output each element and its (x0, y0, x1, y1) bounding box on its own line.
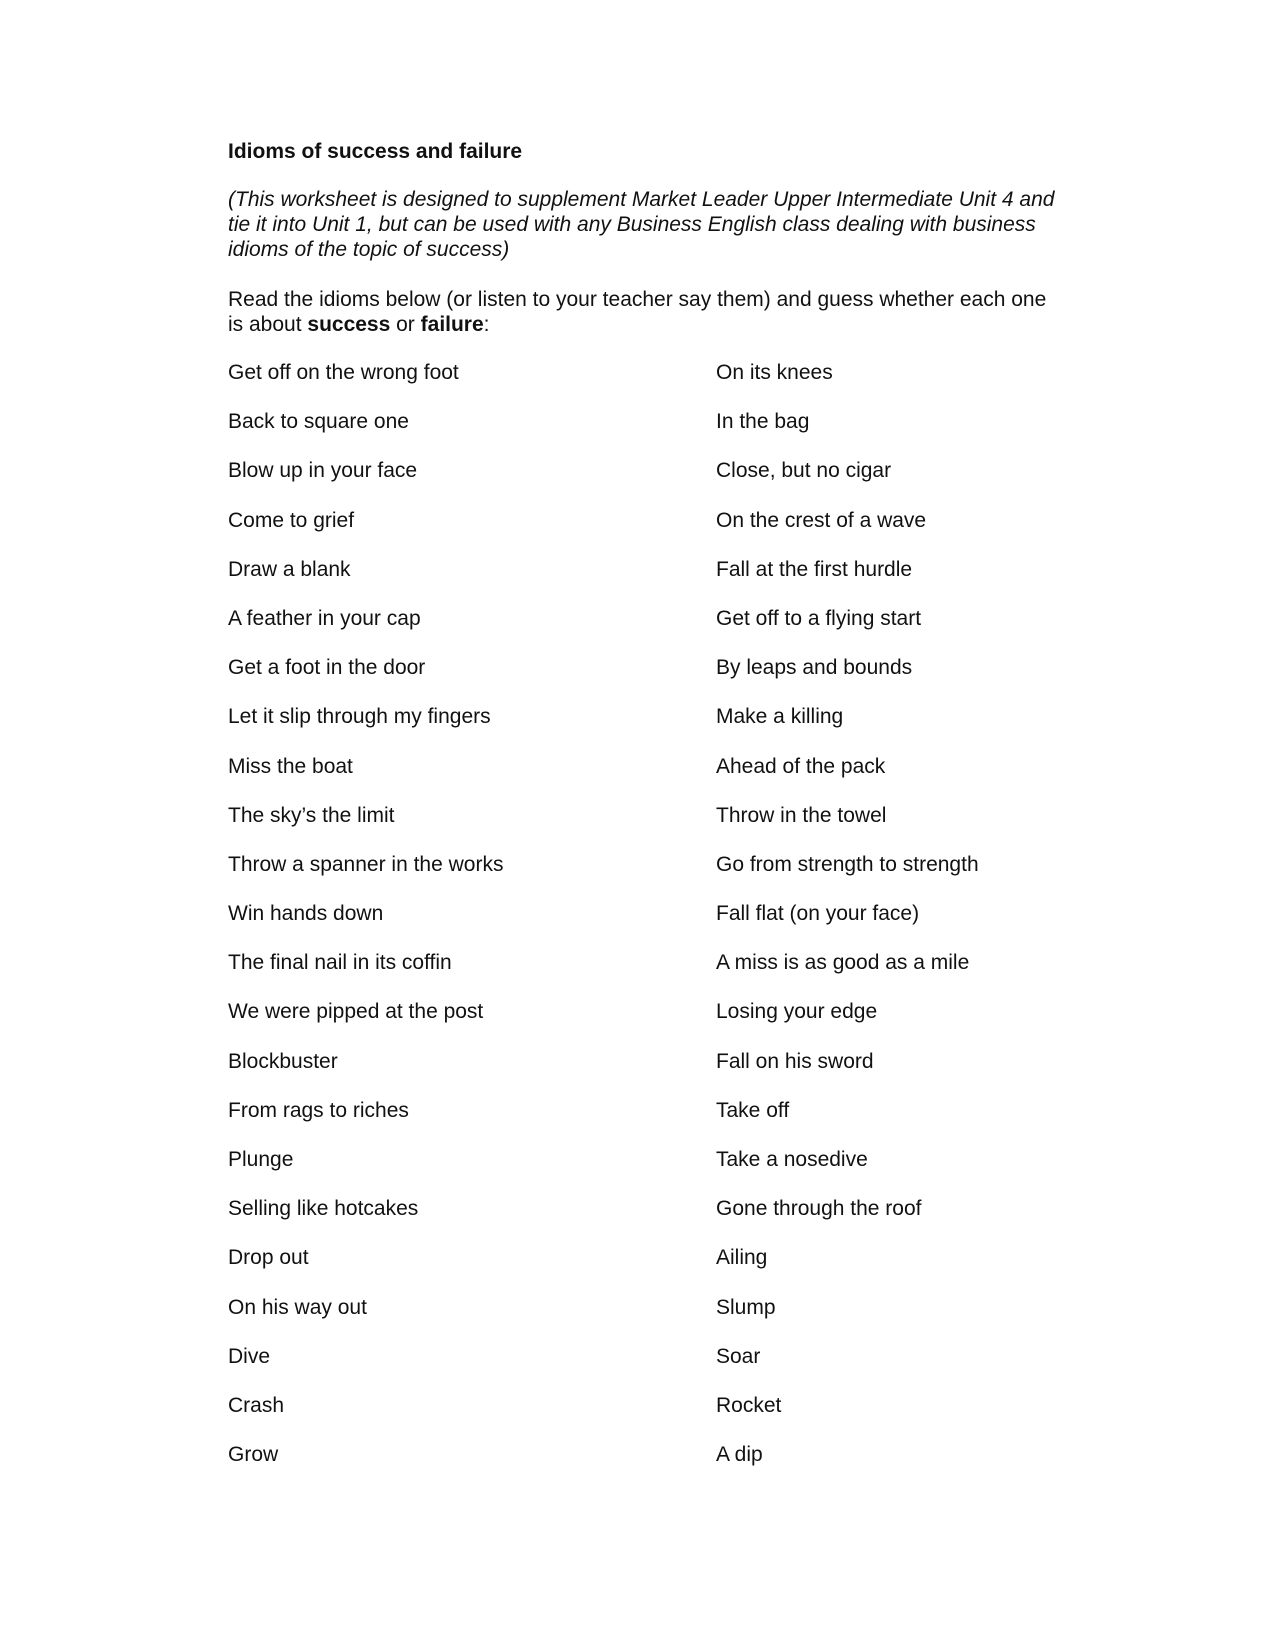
instructions-colon: : (483, 313, 490, 336)
idiom-item: Throw in the towel (716, 803, 887, 827)
success-keyword: success (307, 313, 391, 336)
idiom-item: Draw a blank (228, 557, 351, 581)
idiom-item: Let it slip through my fingers (228, 705, 491, 729)
idiom-item: Fall flat (on your face) (716, 902, 920, 926)
idiom-item: Rocket (716, 1393, 782, 1417)
idiom-item: Throw a spanner in the works (228, 852, 504, 876)
failure-keyword: failure (420, 313, 484, 336)
idiom-item: Grow (228, 1443, 279, 1467)
idiom-item: Plunge (228, 1148, 294, 1171)
idiom-item: Go from strength to strength (716, 852, 979, 876)
idiom-item: Come to grief (228, 508, 355, 532)
idiom-item: A miss is as good as a mile (716, 951, 970, 975)
idiom-item: Blow up in your face (228, 459, 418, 483)
page-title: Idioms of success and failure (228, 140, 523, 163)
idiom-item: Dive (228, 1344, 271, 1368)
idiom-item: Ailing (716, 1246, 768, 1270)
idiom-item: Blockbuster (228, 1049, 338, 1073)
idiom-item: Crash (228, 1393, 285, 1417)
idiom-item: On its knees (716, 361, 833, 384)
idiom-item: Fall on his sword (716, 1049, 874, 1073)
idiom-item: From rags to riches (228, 1098, 409, 1122)
idiom-item: The final nail in its coffin (228, 951, 452, 975)
idiom-item: Losing your edge (716, 1000, 878, 1024)
idiom-item: Take off (716, 1098, 790, 1122)
instructions-text: Read the idioms below (or listen to your teacher say them) and guess whether each one is about (228, 288, 1047, 336)
idiom-item: Gone through the roof (716, 1197, 922, 1221)
idiom-item: Win hands down (228, 902, 384, 926)
idiom-item: The sky’s the limit (228, 803, 395, 827)
idiom-item: Get a foot in the door (228, 656, 426, 680)
idiom-item: Back to square one (228, 410, 409, 434)
idioms-right-column (716, 359, 1186, 1490)
idiom-item: Close, but no cigar (716, 459, 892, 483)
idiom-item: We were pipped at the post (228, 1000, 484, 1024)
idiom-item: Ahead of the pack (716, 754, 886, 778)
idiom-item: In the bag (716, 410, 810, 434)
idiom-item: Take a nosedive (716, 1148, 868, 1171)
idiom-item: Get off to a flying start (716, 606, 922, 630)
idiom-item: Drop out (228, 1246, 309, 1270)
idiom-item: Selling like hotcakes (228, 1197, 419, 1221)
instructions-paragraph (228, 287, 1058, 337)
idiom-item: On the crest of a wave (716, 508, 927, 532)
idiom-item: Get off on the wrong foot (228, 361, 459, 384)
instructions-or: or (390, 313, 421, 336)
idiom-item: A dip (716, 1443, 763, 1467)
idiom-item: By leaps and bounds (716, 656, 913, 680)
idiom-item: Soar (716, 1344, 761, 1368)
idiom-item: Make a killing (716, 705, 844, 729)
idiom-item: Miss the boat (228, 754, 353, 778)
idiom-item: On his way out (228, 1295, 367, 1319)
idiom-item: Fall at the first hurdle (716, 557, 913, 581)
idiom-item: A feather in your cap (228, 606, 421, 630)
idioms-left-column (228, 359, 698, 1490)
intro-paragraph: (This worksheet is designed to supplement Market Leader Upper Intermediate Unit 4 and tie it into Unit 1, but can be used with any Business English class dealing with business idioms of the topic of success) (228, 188, 1055, 261)
idiom-item: Slump (716, 1295, 776, 1319)
